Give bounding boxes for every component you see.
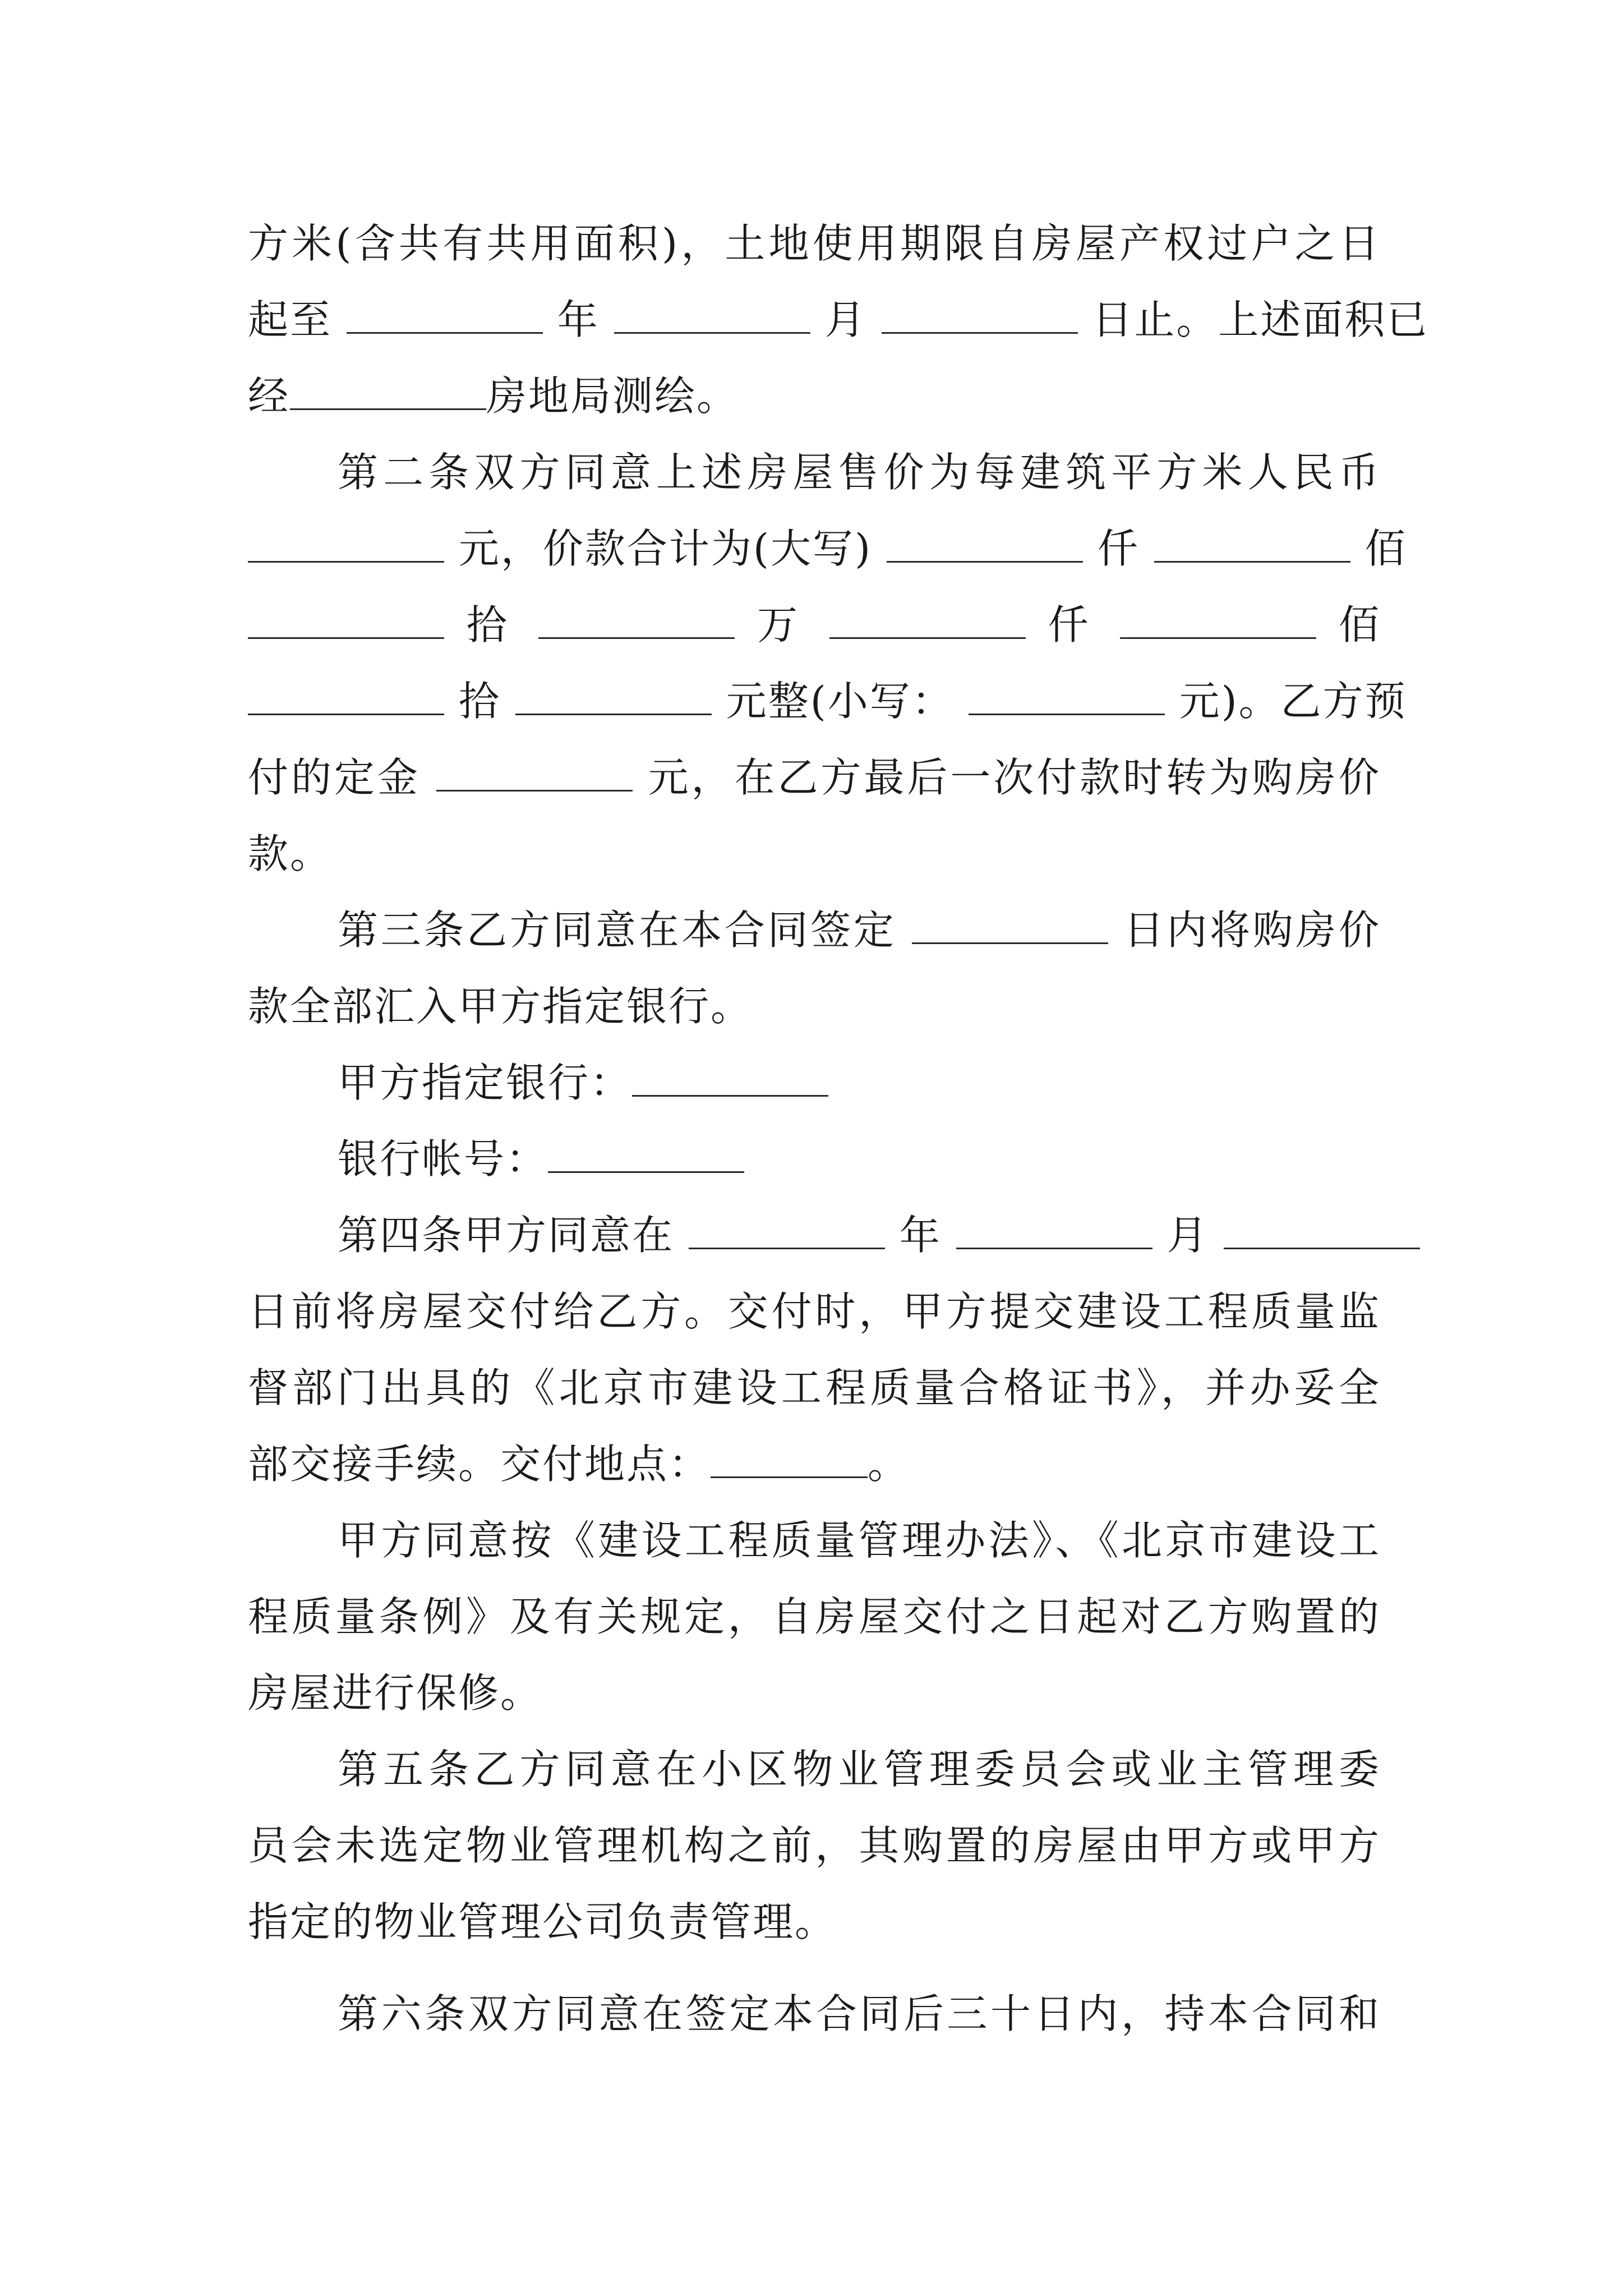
text-segment: 员会未选定物业管理机构之前，其购置的房屋由甲方或甲方 [248,1822,1381,1869]
fill-in-blank[interactable] [1154,527,1350,563]
bank-account-blank[interactable] [548,1138,744,1173]
text-segment: 佰 [1338,601,1381,648]
delivery-location-label: 部交接手续。交付地点： [248,1441,711,1488]
fill-in-blank[interactable] [882,298,1078,334]
bank-name-blank[interactable] [632,1061,828,1097]
fill-in-blank[interactable] [538,604,735,639]
fill-in-blank[interactable] [248,604,444,639]
text-line [248,744,1381,811]
text-segment: 起至 [248,296,333,343]
text-line [248,1736,1381,1803]
fill-in-blank[interactable] [436,756,633,792]
text-segment: 月 [1166,1212,1209,1259]
text-line [248,286,1429,353]
text-segment: 日止。上述面积已 [1092,296,1429,343]
text-segment: 方米(含共有共用面积)，土地使用期限自房屋产权过户之日 [248,220,1381,267]
text-line [248,973,1381,1040]
text-segment: 第二条双方同意上述房屋售价为每建筑平方米人民币 [338,449,1381,496]
text-segment: 日前将房屋交付给乙方。交付时，甲方提交建设工程质量监 [248,1288,1381,1335]
text-segment: 甲方同意按《建设工程质量管理办法》、《北京市建设工 [338,1517,1381,1564]
fill-in-blank[interactable] [969,680,1165,715]
text-segment: 指定的物业管理公司负责管理。 [248,1898,837,1945]
fill-in-blank[interactable] [829,604,1026,639]
text-segment: 仟 [1048,601,1098,648]
text-segment: 款。 [248,830,333,877]
bank-name-label: 甲方指定银行： [338,1059,633,1106]
fill-in-blank[interactable] [887,527,1083,563]
fill-in-blank[interactable] [347,298,543,334]
text-line [248,591,1381,659]
text-segment: 月 [824,296,867,343]
text-segment: 拾 [466,601,517,648]
fill-in-blank[interactable] [248,680,444,715]
fill-in-blank[interactable] [290,375,486,410]
text-segment: 年 [557,296,600,343]
fill-in-blank[interactable] [956,1214,1152,1249]
text-line [248,1202,1381,1269]
text-line [248,1125,1381,1193]
text-line [248,515,1407,582]
text-segment: 。 [868,1441,910,1488]
text-line [248,439,1381,506]
bank-account-label: 银行帐号： [338,1135,548,1182]
text-segment: 付的定金 [248,754,421,801]
text-segment: 房屋进行保修。 [248,1669,543,1717]
fill-in-blank[interactable] [515,680,712,715]
text-line [248,1659,1381,1727]
text-line [248,1980,1381,2047]
delivery-location-blank[interactable] [711,1443,868,1478]
text-segment: 年 [899,1212,942,1259]
fill-in-blank[interactable] [1224,1214,1420,1249]
text-segment: 款全部汇入甲方指定银行。 [248,983,753,1030]
fill-in-blank[interactable] [689,1214,885,1249]
text-segment: 元整(小写： [726,678,954,725]
text-segment: 经 [248,372,291,420]
text-segment: 仟 [1097,525,1140,572]
text-line [248,668,1407,735]
text-segment: 第五条乙方同意在小区物业管理委员会或业主管理委 [338,1746,1381,1793]
text-line [248,1888,1381,1955]
text-segment: 督部门出具的《北京市建设工程质量合格证书》，并办妥全 [248,1364,1381,1411]
text-line [248,820,1381,887]
text-segment: 佰 [1364,525,1407,572]
text-line [248,1278,1381,1345]
text-segment: 元)。乙方预 [1179,678,1407,725]
text-segment: 程质量条例》及有关规定，自房屋交付之日起对乙方购置的 [248,1593,1381,1640]
text-segment: 日内将购房价 [1123,907,1381,954]
fill-in-blank[interactable] [1120,604,1316,639]
text-segment: 元，在乙方最后一次付款时转为购房价 [648,754,1381,801]
text-segment: 元，价款合计为(大写) [458,525,873,572]
text-line [248,362,1381,430]
text-line [248,1583,1381,1650]
text-segment: 房地局测绘。 [486,372,739,420]
text-line [248,1812,1381,1879]
text-segment: 第四条甲方同意在 [338,1212,675,1259]
text-line [248,1430,1381,1498]
fill-in-blank[interactable] [912,909,1108,944]
text-line [248,1507,1381,1574]
fill-in-blank[interactable] [614,298,810,334]
text-segment: 第三条乙方同意在本合同签定 [338,907,897,954]
text-line [248,896,1381,964]
text-line [248,1049,1381,1116]
text-line [248,210,1381,277]
text-line [248,1354,1381,1421]
fill-in-blank[interactable] [248,527,444,563]
text-segment: 拾 [458,678,501,725]
text-segment: 第六条双方同意在签定本合同后三十日内，持本合同和 [338,1990,1381,2037]
text-segment: 万 [757,601,808,648]
